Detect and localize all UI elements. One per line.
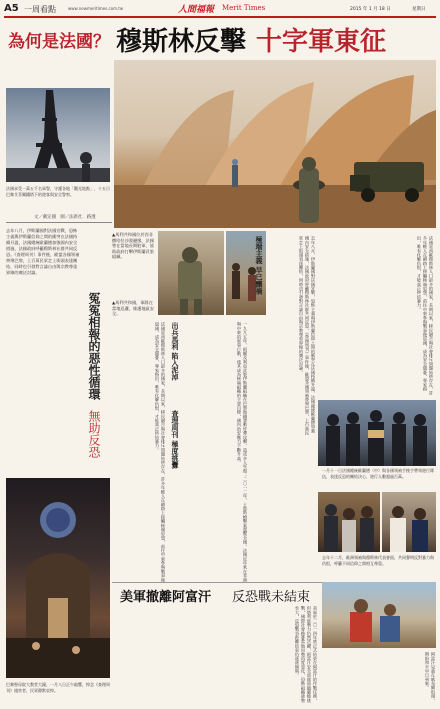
afghan-child-illustration [322, 582, 436, 648]
mali-soldier-photo [158, 231, 224, 315]
meeting-photo-2 [382, 492, 436, 552]
side-headline-2: 無助反恐 [87, 410, 101, 458]
headline-main-a: 穆斯林反擊 [116, 27, 247, 57]
side-headline-1: 冤冤相報的惡性循環 [87, 292, 101, 400]
body-mid-column: 法國是西歐穆斯林人口最多的國家，長期以來，移民融合與社會排斥問題始終存在，許多年輕人在網路上接觸極端思想，前往中東參與戰事後返國，成為安全隱憂，專家指出，唯有化解仇恨，才能真正終結暴力。 [155, 322, 166, 582]
leaders-caption: 一月十一日法國總統歐蘭德（中）與各國領袖手挽手帶領遊行隊伍，表達反恐的團結決心，遊行人數超過百萬。 [322, 468, 434, 479]
afghan-child-photo [322, 582, 436, 648]
meeting-photo [318, 492, 380, 552]
eiffel-caption: 法國承受一萬五千名軍警，守護各地「觀光地點」，十五日巴黎艾菲爾鐵塔下的遊客與安全警察。 [6, 186, 110, 197]
page-code: A5 [4, 3, 19, 14]
headline-main-b: 十字軍東征 [256, 27, 387, 57]
issue-date: 2015 年 1 月 18 日 [350, 7, 391, 12]
issue-weekday: 星期日 [412, 7, 426, 12]
sub-headline-3: 極端主義 早已釀禍 [255, 236, 264, 295]
meeting-illustration-2 [382, 492, 436, 552]
eiffel-tower-photo [6, 88, 110, 182]
church-caption: 巴黎聖母院大教堂大鐘，一月八日正午敲響，悼念《查理周刊》遇害者，民眾靜默哀悼。 [6, 682, 110, 693]
hero-photo-desert [114, 60, 436, 228]
sub-headline-2: 查理周刊 極度挑釁 [171, 410, 180, 469]
body-left-column: 去年八月，伊斯蘭國對法國宣戰，恐怖主義與伊斯蘭信仰之間的衝突在法國持續升溫，法國總統歐蘭德加強國內安全措施，法國政府呼籲穆斯林社群共同反恐。《查理周刊》事件後，歐盟各國領袖齊聚巴黎，上百萬民眾走上街頭表達團結，同時也引發對言論自由與宗教尊重界線的廣泛討論。 [6, 228, 80, 275]
bottom-headline-a: 美軍撤離阿富汗 [120, 590, 212, 605]
hero-illustration [114, 60, 436, 228]
bottom-body-text: 美軍於二〇一四年底正式結束在阿富汗的作戰任務，但塔利班勢力仍然活躍，阿富汗安全部隊面臨嚴峻挑戰，國際社會擔憂當地局勢再度惡化，恐怖組織趁勢坐大，反恐戰爭距離結束仍遙遙無期。 [295, 606, 318, 703]
map-note: ▲馬利共和國位於西非撒哈拉沙漠邊緣，法國曾在當地長期駐軍，協助政府打擊伊斯蘭武裝組織。 [112, 232, 154, 259]
masthead-cn: 人間福報 [178, 5, 215, 15]
bottom-headline-b: 反恐戰未結束 [232, 590, 311, 605]
body-far-right-column: 法國是西歐穆斯林人口最多的國家，長期以來，移民融合與社會排斥問題始終存在，許多年輕人在網路上接觸極端思想，前往中東參與戰事後返國，成為安全隱憂，專家指出，唯有化解仇恨，才能真正終結暴力。 [417, 236, 434, 396]
sub-headline-1: 出兵馬利 陷入泥淖 [171, 322, 180, 381]
website: www.newmeritimes.com.tw [68, 6, 124, 11]
church-photo [6, 478, 110, 678]
page-header [4, 2, 436, 17]
leaders-march-photo [318, 400, 436, 466]
masthead-en: Merit Times [222, 4, 266, 12]
child-caption: 阿富汗兒童在喀布爾街頭，期盼和平早日到來。 [425, 652, 436, 703]
section-name: 一周看點 [24, 5, 56, 14]
meeting-illustration [318, 492, 380, 552]
leaders-illustration [318, 400, 436, 466]
body-right-column: 去年八月，伊斯蘭國對法國宣戰，恐怖主義與伊斯蘭信仰之間的衝突在法國持續升溫，法國總統歐蘭德加強國內安全措施，法國政府呼籲穆斯林社群共同反恐。《查理周刊》事件後，歐盟各國領袖齊聚巴黎，上百萬民眾走上街頭表達團結，同時也引發對言論自由與宗教尊重界線的廣泛討論。 [299, 236, 316, 436]
mali-soldier-illustration [158, 231, 224, 315]
eiffel-illustration [6, 88, 110, 182]
mali-note: ▲馬利共和國，軍隊在當地巡邏，維護地區安全。 [112, 300, 154, 316]
credit-rule [6, 222, 112, 223]
meeting-caption: 去年十二月，歐洲領袖與穆斯林代表會面，共同聲明反對暴力與仇恨，呼籲不同信仰之間相互尊重。 [322, 555, 434, 566]
body-center-column: 一九九五年，阿爾及利亞武裝伊斯蘭組織在巴黎地鐵發動炸彈攻擊，造成多人死傷；二〇一二年，土魯斯槍擊案震驚全國。法國近年來在非洲與中東的軍事行動，使其成為極端組織的主要目標，國內治安壓力不斷升高。 [237, 322, 248, 582]
headline-kicker: 為何是法國？ [8, 32, 110, 52]
church-illustration [6, 478, 110, 678]
photo-credit: 文／戴定國 圖／法新社．路透 [34, 215, 96, 220]
